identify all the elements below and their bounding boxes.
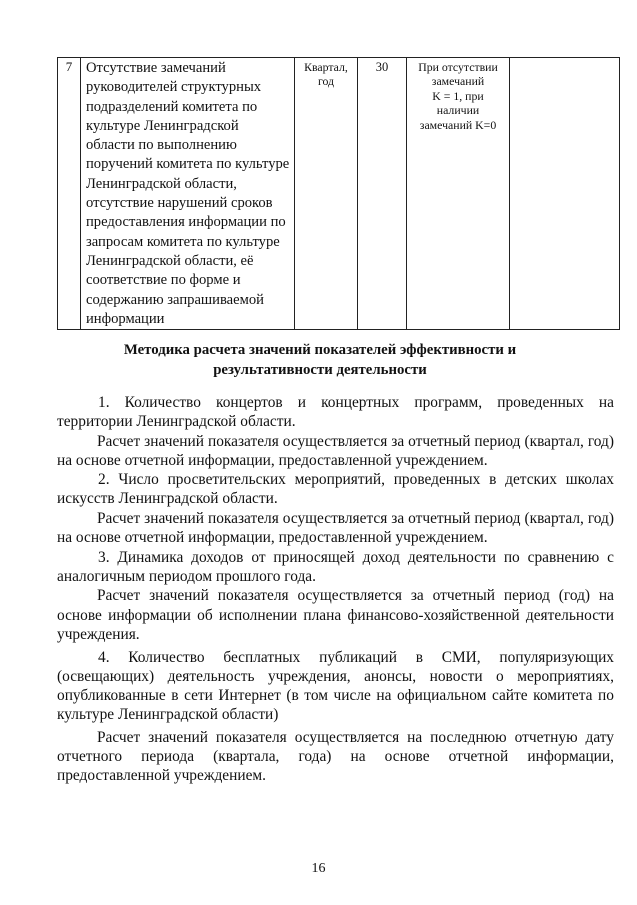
paragraph-calculation-4: Расчет значений показателя осуществляется на последнюю отчетную дату отчетного периода (квартала, года) на основе отчетной информации, предоставленной учреждением.	[57, 729, 614, 785]
section-heading: Методика расчета значений показателей эффективности и результативности деятельности	[123, 342, 517, 378]
weight-cell: 30	[358, 58, 407, 330]
paragraph-indicator-1: 1. Количество концертов и концертных программ, проведенных на территории Ленинградской области.	[57, 394, 614, 431]
methodology-text	[57, 393, 614, 786]
row-number-cell: 7	[58, 58, 81, 330]
paragraph-indicator-4: 4. Количество бесплатных публикаций в СМИ, популяризующих (освещающих) деятельность учреждения, анонсы, новости о мероприятиях, опубликованные в сети Интернет (в том числе на официальном сайте комитета по культуре Ленинградской области)	[57, 648, 614, 723]
condition-cell: При отсутствии замечаний K = 1, при наличии замечаний K=0	[407, 58, 510, 330]
period-cell: Квартал, год	[295, 58, 358, 330]
table-row	[58, 58, 620, 330]
indicator-description-cell: Отсутствие замечаний руководителей структурных подразделений комитета по культуре Ленинградской области по выполнению поручений комитета по культуре Ленинградской области, отсутствие нарушений сроков предоставления информации по запросам комитета по культуре Ленинградской области, её соответствие по форме и содержанию запрашиваемой информации	[81, 58, 295, 330]
page-number: 16	[311, 861, 326, 876]
indicator-table	[57, 57, 620, 330]
paragraph-indicator-3: 3. Динамика доходов от приносящей доход деятельности по сравнению с аналогичным периодом прошлого года.	[57, 548, 614, 585]
paragraph-calculation-1: Расчет значений показателя осуществляется за отчетный период (квартал, год) на основе отчетной информации, предоставленной учреждением.	[57, 432, 614, 469]
paragraph-indicator-2: 2. Число просветительских мероприятий, проведенных в детских школах искусств Ленинградской области.	[57, 471, 614, 508]
paragraph-calculation-2: Расчет значений показателя осуществляется за отчетный период (квартал, год) на основе отчетной информации, предоставленной учреждением.	[57, 510, 614, 547]
paragraph-calculation-3: Расчет значений показателя осуществляется за отчетный период (год) на основе информации об исполнении плана финансово-хозяйственной деятельности учреждения.	[57, 587, 614, 643]
empty-cell	[510, 58, 620, 330]
